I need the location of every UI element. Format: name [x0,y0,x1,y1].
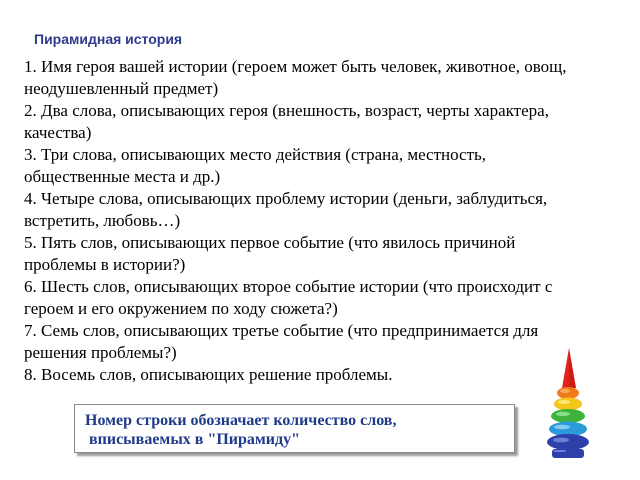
list-line: 6. Шесть слов, описывающих второе событие истории (что происходит с [24,277,553,296]
instructions-list [24,56,614,386]
pyramid-ring-green [551,409,585,423]
list-line: 8. Восемь слов, описывающих решение проблемы. [24,365,393,384]
note-line-1: Номер строки обозначает количество слов, [85,412,397,429]
list-line: неодушевленный предмет) [24,79,219,98]
pyramid-ring-darkblue [547,434,589,450]
list-line: решения проблемы?) [24,343,177,362]
pyramid-toy-icon [540,346,596,462]
list-line: 7. Семь слов, описывающих третье событие (что предпринимается для [24,321,539,340]
list-line: 2. Два слова, описывающих героя (внешность, возраст, черты характера, [24,101,549,120]
list-line: встретить, любовь…) [24,211,181,230]
list-line: качества) [24,123,92,142]
list-line: 1. Имя героя вашей истории (героем может быть человек, животное, овощ, [24,57,567,76]
list-line: общественные места и др.) [24,167,221,186]
list-line: проблемы в истории?) [24,255,186,274]
slide-title: Пирамидная история [34,31,183,47]
list-line: 4. Четыре слова, описывающих проблему истории (деньги, заблудиться, [24,189,548,208]
list-line: 3. Три слова, описывающих место действия (страна, местность, [24,145,487,164]
note-line-2: вписываемых в "Пирамиду" [85,431,300,448]
note-box [74,404,515,453]
list-line: 5. Пять слов, описывающих первое событие (что явилось причиной [24,233,516,252]
list-line: героем и его окружением по ходу сюжета?) [24,299,338,318]
pyramid-ring-yellow [554,398,582,411]
pyramid-ring-orange [557,387,579,399]
